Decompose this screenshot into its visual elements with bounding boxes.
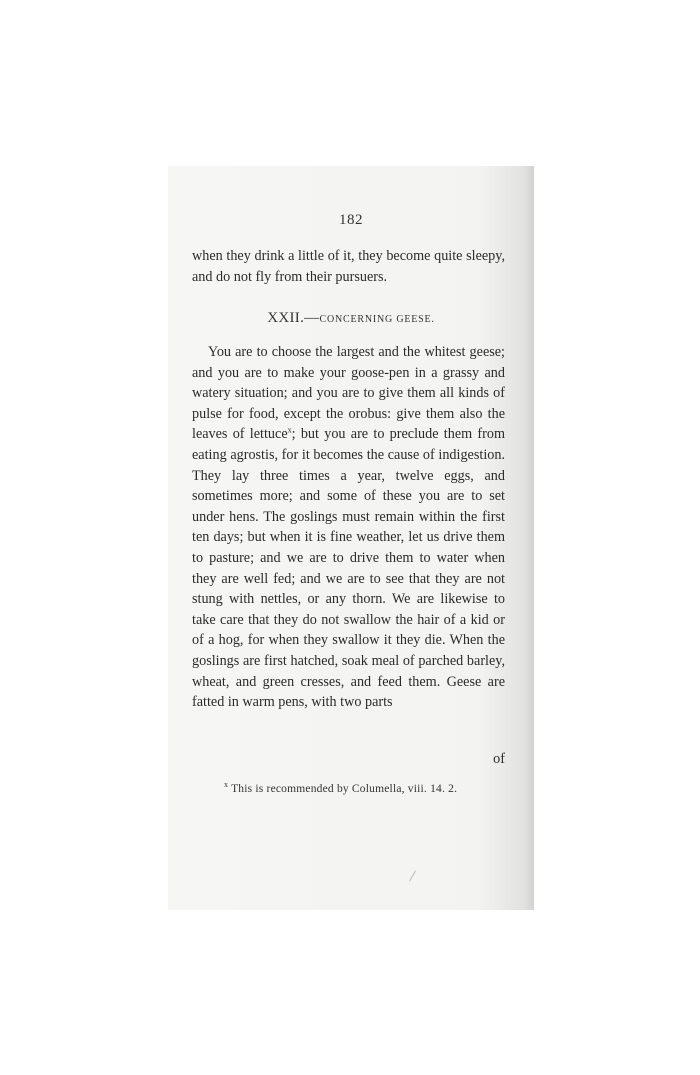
footnote-marker: x [224, 780, 229, 789]
body-text-part-2: ; but you are to preclude them from eating agrostis, for it becomes the cause of indigestion. They lay three times a year, twelve eggs, and sometimes more; and some of these you are to set under hens. The goslings must remain within the first ten days; but when it is fine weather, let us drive them to pasture; and we are to drive them to water when they are well fed; and we are to see that they are not stung with nettles, or any thorn. We are likewise to take care that they do not swallow the hair of a kid or of a hog, for when they swallow it they die. When the goslings are first hatched, soak meal of parched barley, wheat, and green cresses, and feed them. Geese are fatted in warm pens, with two parts [192, 426, 506, 711]
paper-mark [409, 871, 416, 882]
page-edge-shadow [524, 166, 534, 910]
opening-paragraph: when they drink a little of it, they become quite sleepy, and do not fly from their pursuers. [192, 248, 505, 285]
footnote-text: This is recommended by Columella, viii. 14. 2. [231, 782, 458, 795]
book-page [168, 166, 534, 910]
section-title: CONCERNING GEESE. [319, 314, 435, 325]
footnote-reference: x [287, 425, 292, 435]
section-heading [168, 310, 534, 327]
page-number: 182 [339, 212, 363, 228]
body-paragraph [192, 342, 505, 713]
body-text-part-1: You are to choose the largest and the whitest geese; and you are to make your goose-pen in a grassy and watery situation; and you are to give them all kinds of pulse for food, except the orobus: give them also the leaves of lettuce [192, 344, 505, 443]
footnote [224, 780, 457, 795]
section-numeral: XXII.— [267, 310, 320, 326]
catchword: of [493, 751, 505, 767]
